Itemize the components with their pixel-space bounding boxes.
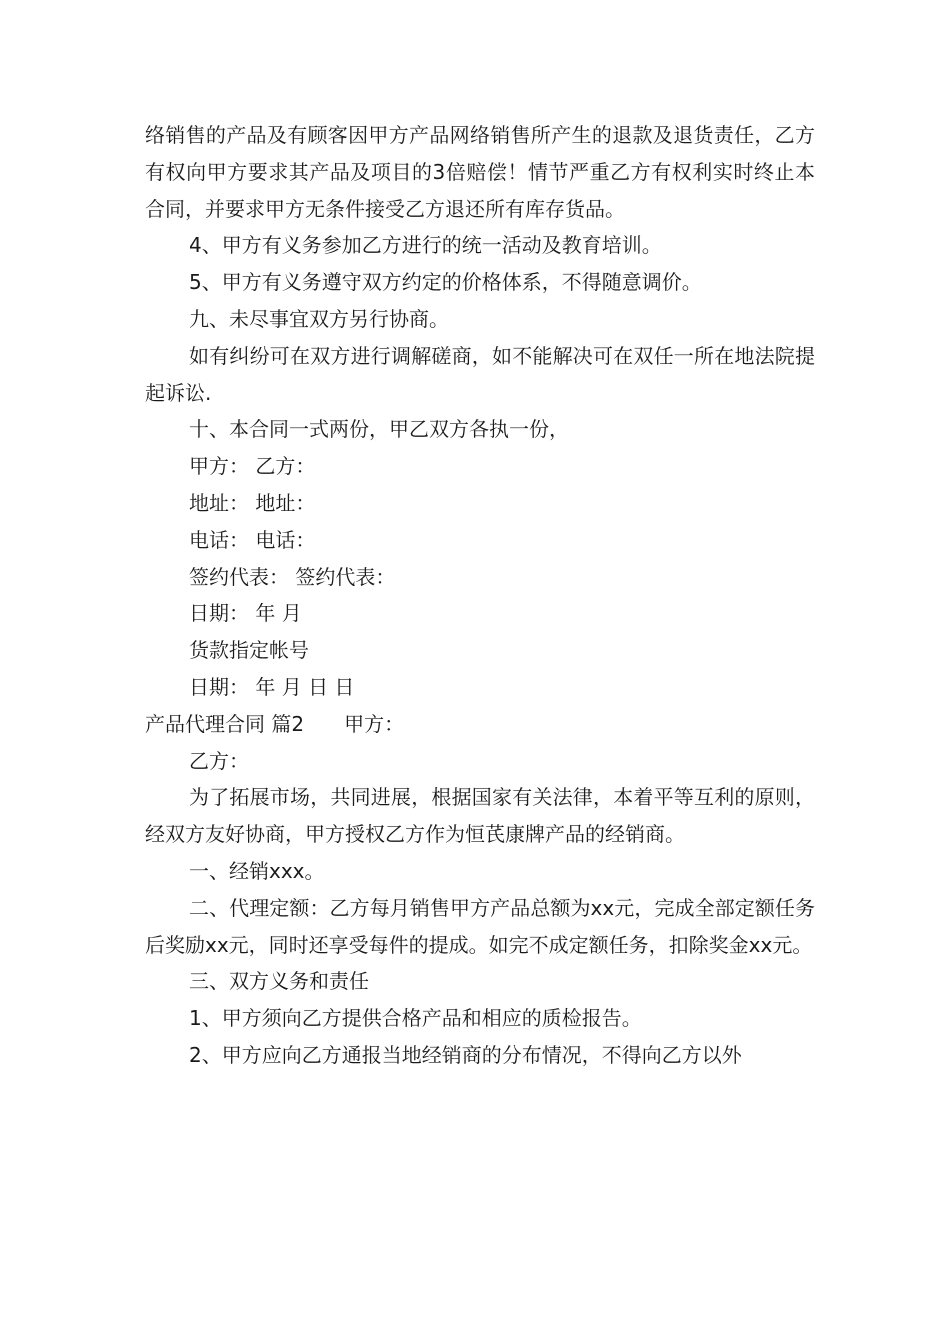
signature-address-line: 地址： 地址： xyxy=(189,490,316,515)
clause-3-item-2: 2、甲方应向乙方通报当地经销商的分布情况，不得向乙方以外 xyxy=(189,1042,742,1067)
section-party-a: 甲方： xyxy=(344,711,405,736)
signature-representative-line: 签约代表： 签约代表： xyxy=(189,564,396,589)
section-heading xyxy=(145,706,815,743)
paragraph-1: 络销售的产品及有顾客因甲方产品网络销售所产生的退款及退货责任，乙方有权向甲方要求其产品及项目的3倍赔偿！情节严重乙方有权利实时终止本合同，并要求甲方无条件接受乙方退还所有库存货品。 xyxy=(145,123,815,221)
party-b-line: 乙方： xyxy=(189,748,249,773)
section-title: 产品代理合同 篇2 xyxy=(145,711,305,736)
signature-phone-line: 电话： 电话： xyxy=(189,527,316,552)
paragraph-6: 十、本合同一式两份，甲乙双方各执一份， xyxy=(189,417,569,442)
paragraph-3: 5、甲方有义务遵守双方约定的价格体系，不得随意调价。 xyxy=(189,270,702,295)
signature-party-line: 甲方： 乙方： xyxy=(189,454,316,479)
payment-account-line: 货款指定帐号 xyxy=(189,638,309,663)
document-body xyxy=(145,117,815,1074)
paragraph-4: 九、未尽事宜双方另行协商。 xyxy=(189,306,449,331)
paragraph-5: 如有纠纷可在双方进行调解磋商，如不能解决可在双任一所在地法院提起诉讼. xyxy=(145,343,815,405)
signature-date-line: 日期： 年 月 xyxy=(189,601,302,626)
clause-3-heading: 三、双方义务和责任 xyxy=(189,969,369,994)
signature-date-line-2: 日期： 年 月 日 日 xyxy=(189,674,355,699)
clause-3-item-1: 1、甲方须向乙方提供合格产品和相应的质检报告。 xyxy=(189,1006,642,1031)
clause-1: 一、经销xxx。 xyxy=(189,858,325,883)
preamble-paragraph: 为了拓展市场，共同进展，根据国家有关法律，本着平等互利的原则，经双方友好协商，甲方授权乙方作为恒芪康牌产品的经销商。 xyxy=(145,785,815,847)
clause-2: 二、代理定额：乙方每月销售甲方产品总额为xx元，完成全部定额任务后奖励xx元，同时还享受每件的提成。如完不成定额任务，扣除奖金xx元。 xyxy=(145,895,815,957)
paragraph-2: 4、甲方有义务参加乙方进行的统一活动及教育培训。 xyxy=(189,233,662,258)
